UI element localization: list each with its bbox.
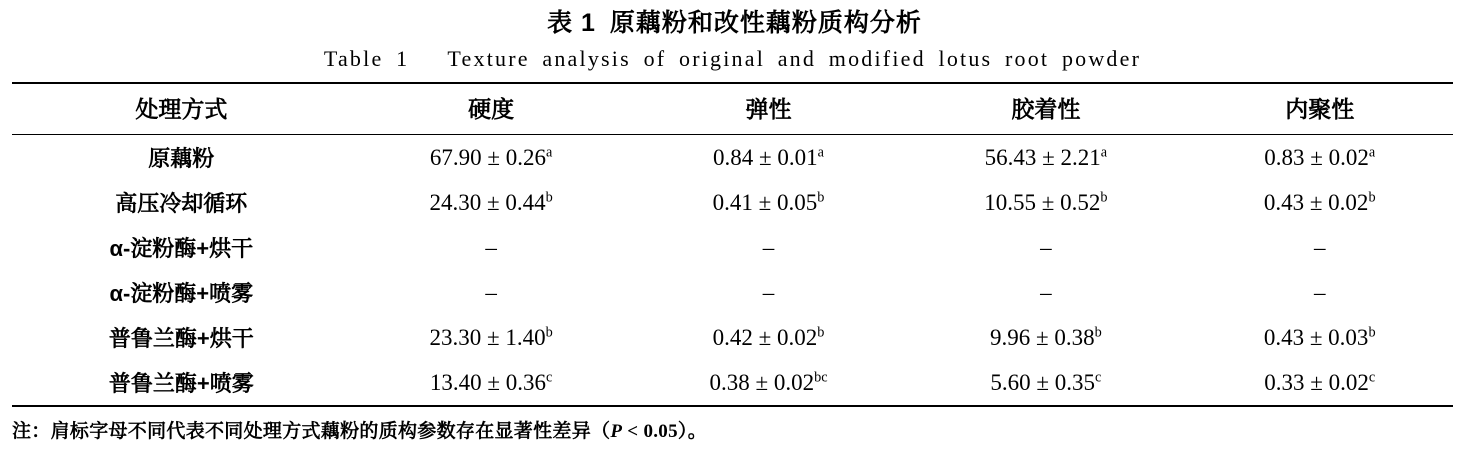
cell-hardness: 67.90 ± 0.26$^a$ <box>351 135 632 181</box>
cell-hardness: – <box>485 279 497 305</box>
table-row <box>12 315 1453 360</box>
table-row <box>12 180 1453 225</box>
table-row <box>12 360 1453 406</box>
cell-springiness: 0.38 ± 0.02$^{bc}$ <box>632 360 906 406</box>
superscript-letter: b <box>817 323 825 340</box>
column-header-treatment: 处理方式 <box>12 83 351 135</box>
footnote-paren-open: （ <box>591 421 611 442</box>
superscript-letter: a <box>817 143 824 160</box>
superscript-letter: b <box>1094 323 1102 340</box>
cell-cohesiveness: 0.43 ± 0.03$^b$ <box>1263 323 1376 350</box>
cell-gumminess: – <box>1040 279 1052 305</box>
superscript-letter: a <box>1100 143 1108 160</box>
cell-gumminess: 5.60 ± 0.35$^c$ <box>905 360 1186 406</box>
cell-treatment: α-淀粉酶+喷雾 <box>109 281 254 306</box>
superscript-letter: c <box>1095 368 1102 385</box>
table-caption-english <box>12 40 1453 76</box>
cell-treatment: 原藕粉 <box>12 135 351 181</box>
column-header-hardness: 硬度 <box>351 83 632 135</box>
table-caption-chinese <box>12 0 1453 40</box>
superscript-letter: bc <box>814 368 828 385</box>
footnote-paren-close: ） <box>677 421 688 442</box>
footnote-comparison: < 0.05 <box>622 421 678 442</box>
texture-analysis-table <box>12 82 1453 407</box>
cell-hardness: 23.30 ± 1.40$^b$ <box>429 323 553 350</box>
table-row <box>12 270 1453 315</box>
table-footnote <box>12 407 1453 443</box>
cell-gumminess: 10.55 ± 0.52$^b$ <box>984 188 1108 215</box>
column-header-cohesiveness: 内聚性 <box>1186 83 1453 135</box>
cell-gumminess: – <box>1040 234 1052 260</box>
superscript-letter: c <box>1368 368 1376 385</box>
table-number-en: Table 1 <box>323 46 410 71</box>
superscript-letter: b <box>545 323 553 340</box>
column-header-springiness: 弹性 <box>632 83 906 135</box>
cell-cohesiveness: 0.83 ± 0.02$^a$ <box>1186 135 1453 181</box>
cell-treatment: 普鲁兰酶+烘干 <box>108 326 254 351</box>
cell-treatment: 普鲁兰酶+喷雾 <box>12 360 351 406</box>
superscript-letter: b <box>1368 323 1376 340</box>
table-header-row <box>12 83 1453 135</box>
table-title-en: Texture analysis of original and modified lotus root powder <box>447 46 1142 71</box>
cell-springiness: 0.41 ± 0.05$^b$ <box>712 188 825 215</box>
footnote-text: 肩标字母不同代表不同处理方式藕粉的质构参数存在显著性差异 <box>50 421 592 442</box>
superscript-letter: b <box>545 188 553 205</box>
footnote-p-symbol: P <box>610 421 623 442</box>
cell-cohesiveness: 0.33 ± 0.02$^c$ <box>1186 360 1453 406</box>
cell-springiness: 0.84 ± 0.01$^a$ <box>632 135 906 181</box>
cell-hardness: 24.30 ± 0.44$^b$ <box>429 188 553 215</box>
superscript-letter: b <box>1368 188 1376 205</box>
column-header-gumminess: 胶着性 <box>905 83 1186 135</box>
superscript-letter: b <box>1100 188 1108 205</box>
cell-treatment: α-淀粉酶+烘干 <box>109 236 254 261</box>
table-row <box>12 225 1453 270</box>
cell-hardness: – <box>485 234 497 260</box>
table-number-cn: 表 1 <box>547 9 596 37</box>
cell-springiness: – <box>762 279 775 305</box>
footnote-prefix: 注： <box>12 421 51 442</box>
cell-gumminess: 56.43 ± 2.21$^a$ <box>905 135 1186 181</box>
cell-springiness: – <box>762 234 775 260</box>
cell-treatment: 高压冷却循环 <box>115 191 248 216</box>
superscript-letter: a <box>546 143 553 160</box>
superscript-letter: c <box>546 368 553 385</box>
cell-springiness: 0.42 ± 0.02$^b$ <box>712 323 825 350</box>
cell-cohesiveness: 0.43 ± 0.02$^b$ <box>1263 188 1376 215</box>
superscript-letter: b <box>817 188 825 205</box>
cell-cohesiveness: – <box>1313 234 1326 260</box>
table-title-cn: 原藕粉和改性藕粉质构分析 <box>609 9 922 37</box>
cell-gumminess: 9.96 ± 0.38$^b$ <box>990 323 1102 350</box>
footnote-period: 。 <box>687 421 708 442</box>
cell-cohesiveness: – <box>1313 279 1326 305</box>
superscript-letter: a <box>1368 143 1376 160</box>
table-row <box>12 135 1453 181</box>
cell-hardness: 13.40 ± 0.36$^c$ <box>351 360 632 406</box>
